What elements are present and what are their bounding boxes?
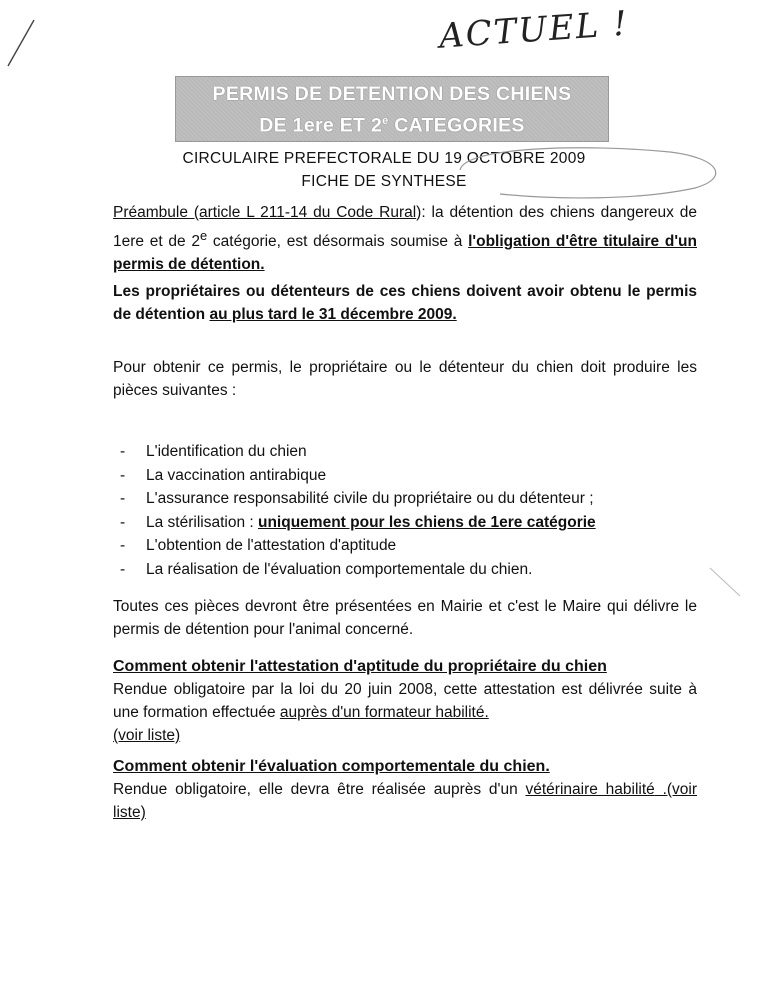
list-item: - La réalisation de l'évaluation comportementale du chien.: [120, 560, 533, 578]
circular-date-title: CIRCULAIRE PREFECTORALE DU 19 OCTOBRE 2009: [182, 150, 586, 167]
attestation-section: Comment obtenir l'attestation d'aptitude du propriétaire du chien Rendue obligatoire par la loi du 20 juin 2008, cette attestation est délivrée suite à une formation effectuée auprès d'un formateur habilité. (voir liste): [113, 658, 697, 744]
obtain-permit-intro: Pour obtenir ce permis, le propriétaire ou le détenteur du chien doit produire les pièces suivantes :: [113, 359, 697, 399]
permit-obligation-text: l'obligation d'être titulaire d'un permis de détention.: [113, 233, 697, 274]
evaluation-section: Comment obtenir l'évaluation comportementale du chien. Rendue obligatoire, elle devra être réalisée auprès d'un vétérinaire habilité .(voir liste): [113, 758, 698, 821]
list-item: - La vaccination antirabique: [120, 466, 327, 484]
preamble-label: Préambule (article L 211-14 du Code Rural: [113, 204, 417, 221]
preamble-paragraph: Préambule (article L 211-14 du Code Rural): la détention des chiens dangereux de 1ere et de 2e catégorie, est désormais soumise à l'obligation d'être titulaire d'un permis de détention.: [113, 204, 697, 274]
owners-deadline-paragraph: Les propriétaires ou détenteurs de ces chiens doivent avoir obtenu le permis de détention au plus tard le 31 décembre 2009.: [113, 283, 697, 323]
list-item: - L'assurance responsabilité civile du propriétaire ou du détenteur ;: [120, 490, 594, 507]
list-item: - La stérilisation : uniquement pour les chiens de 1ere catégorie: [120, 513, 596, 531]
summary-sheet-title: FICHE DE SYNTHESE: [301, 173, 467, 190]
deadline-text: au plus tard le 31 décembre 2009.: [209, 306, 457, 323]
evaluation-heading: Comment obtenir l'évaluation comportementale du chien.: [113, 758, 550, 775]
trainer-link-text: auprès d'un formateur habilité.: [279, 704, 489, 721]
vet-see-list: .(voir liste): [113, 781, 698, 821]
title-banner: [175, 76, 609, 142]
pen-stroke-mark: [0, 0, 60, 80]
list-item: - L'identification du chien: [120, 443, 307, 460]
handwritten-note: ACTUEL !: [437, 3, 630, 57]
sterilisation-emphasis: uniquement pour les chiens de 1ere catégorie: [258, 513, 596, 531]
town-hall-paragraph: Toutes ces pièces devront être présentées en Mairie et c'est le Maire qui délivre le permis de détention pour l'animal concerné.: [113, 598, 697, 638]
pen-scribble-mark: [700, 560, 760, 610]
banner-title-line1: PERMIS DE DETENTION DES CHIENS: [212, 83, 572, 105]
requirements-list: [120, 440, 596, 581]
handdrawn-circle-annotation: [440, 138, 730, 208]
trainer-see-list: (voir liste): [113, 727, 181, 744]
banner-title-line2: DE 1ere ET 2e CATEGORIES: [259, 114, 525, 137]
list-item: - L'obtention de l'attestation d'aptitude: [120, 537, 397, 554]
vet-link-text: vétérinaire habilité: [525, 781, 655, 798]
attestation-heading: Comment obtenir l'attestation d'aptitude du propriétaire du chien: [113, 658, 607, 675]
